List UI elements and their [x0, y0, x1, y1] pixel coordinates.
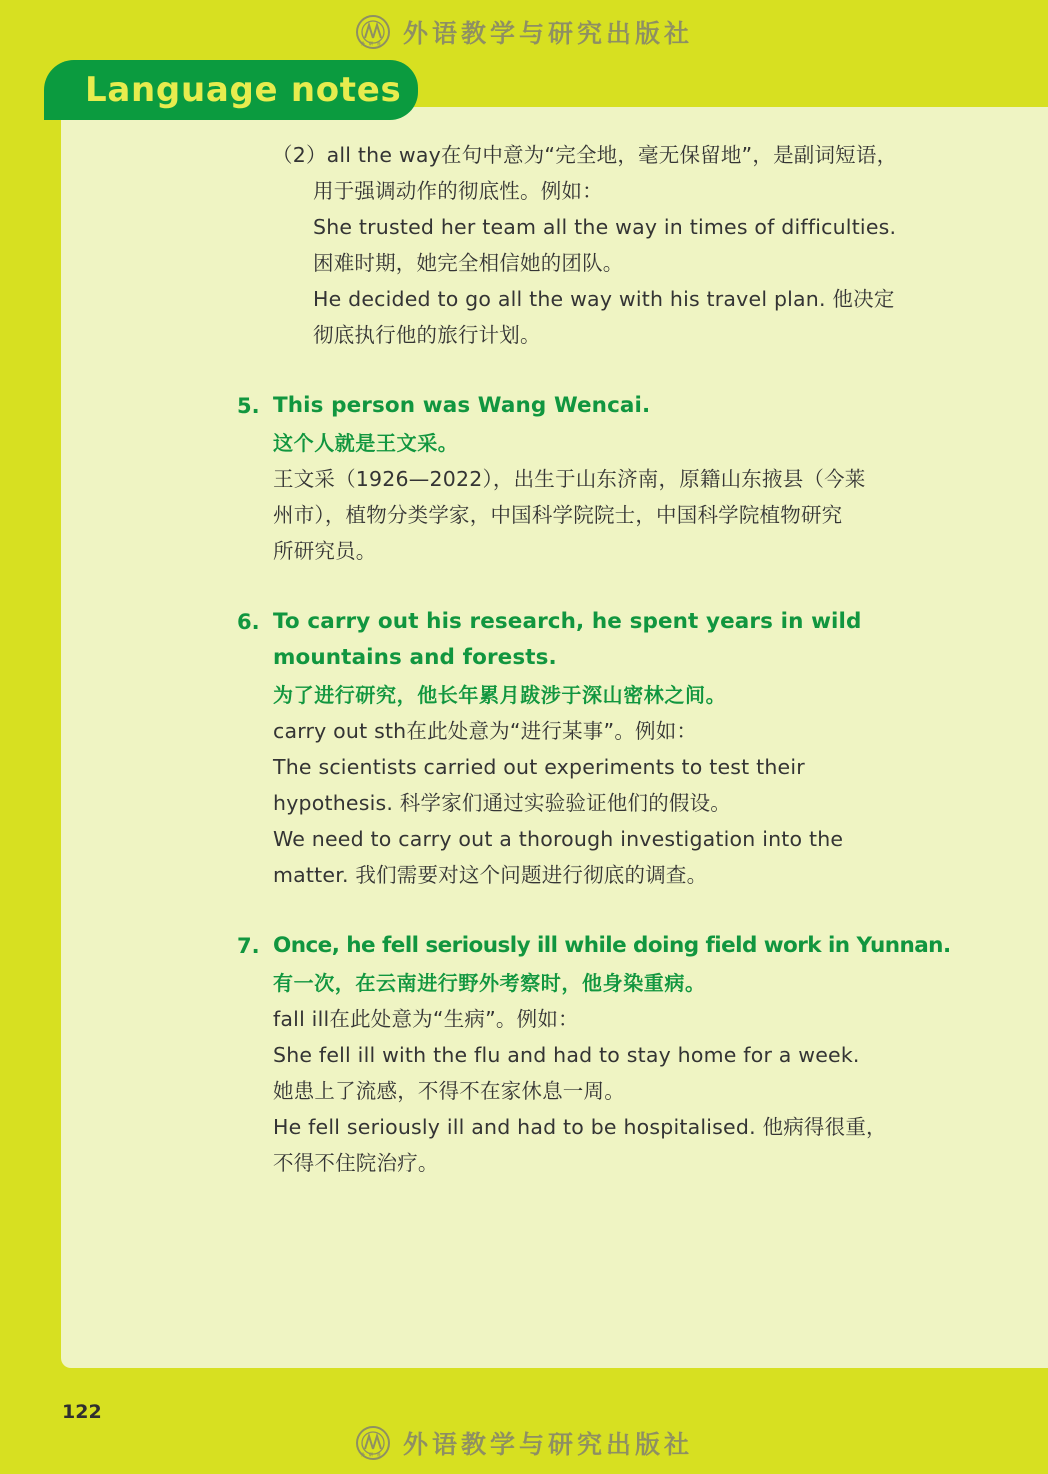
page-number: 122	[62, 1401, 102, 1423]
note-heading-chinese: 为了进行研究，他长年累月跋涉于深山密林之间。	[273, 683, 727, 707]
note-heading: This person was Wang Wencai.	[273, 393, 651, 418]
note-body-example: hypothesis. 科学家们通过实验验证他们的假设。	[273, 791, 732, 815]
note-heading: To carry out his research, he spent years in wild	[273, 609, 862, 634]
note-body-line: 州市），植物分类学家，中国科学院院士，中国科学院植物研究	[273, 503, 843, 527]
note-body-example: We need to carry out a thorough investigation into the	[273, 827, 844, 851]
publisher-footer	[0, 1422, 1048, 1464]
note-heading: mountains and forests.	[273, 645, 557, 670]
note-body-translation: 不得不住院治疗。	[273, 1151, 439, 1175]
note-heading-chinese: 有一次，在云南进行野外考察时，他身染重病。	[273, 971, 706, 995]
note-body-line: fall ill在此处意为“生病”。例如：	[273, 1007, 579, 1031]
note-number: 5.	[237, 394, 260, 418]
note-number: 6.	[237, 610, 260, 634]
note-all-the-way-line: 用于强调动作的彻底性。例如：	[313, 179, 603, 203]
note-body-line: 所研究员。	[273, 539, 377, 563]
publisher-name: 外语教学与研究出版社	[402, 1430, 693, 1459]
note-all-the-way-translation: 彻底执行他的旅行计划。	[313, 323, 541, 347]
note-all-the-way-line: （2）all the way在句中意为“完全地，毫无保留地”，是副词短语，	[272, 143, 898, 167]
note-body-example: He fell seriously ill and had to be hospitalised. 他病得很重，	[273, 1115, 887, 1139]
note-all-the-way-translation: 困难时期，她完全相信她的团队。	[313, 251, 624, 275]
note-body-example: She fell ill with the flu and had to stay home for a week.	[273, 1043, 860, 1067]
note-body-line: carry out sth在此处意为“进行某事”。例如：	[273, 719, 698, 743]
note-heading-chinese: 这个人就是王文采。	[273, 431, 459, 455]
publisher-header	[0, 12, 1048, 52]
section-title: Language notes	[44, 60, 418, 120]
note-body-example: The scientists carried out experiments to test their	[273, 755, 805, 779]
note-all-the-way-example: He decided to go all the way with his travel plan. 他决定	[313, 287, 895, 311]
note-body-translation: 她患上了流感，不得不在家休息一周。	[273, 1079, 625, 1103]
publisher-seal-icon	[355, 1425, 391, 1461]
note-body-line: 王文采（1926—2022），出生于山东济南，原籍山东掖县（今莱	[273, 467, 866, 491]
publisher-seal-icon	[355, 14, 391, 50]
note-all-the-way-example: She trusted her team all the way in times of difficulties.	[313, 215, 897, 239]
svg-text:外研社: 外研社	[360, 1452, 385, 1457]
svg-text:外研社: 外研社	[360, 41, 385, 46]
content-panel	[61, 107, 1048, 1368]
note-body-example: matter. 我们需要对这个问题进行彻底的调查。	[273, 863, 708, 887]
note-number: 7.	[237, 934, 260, 958]
note-heading: Once, he fell seriously ill while doing field work in Yunnan.	[273, 933, 951, 958]
publisher-name: 外语教学与研究出版社	[402, 19, 693, 48]
